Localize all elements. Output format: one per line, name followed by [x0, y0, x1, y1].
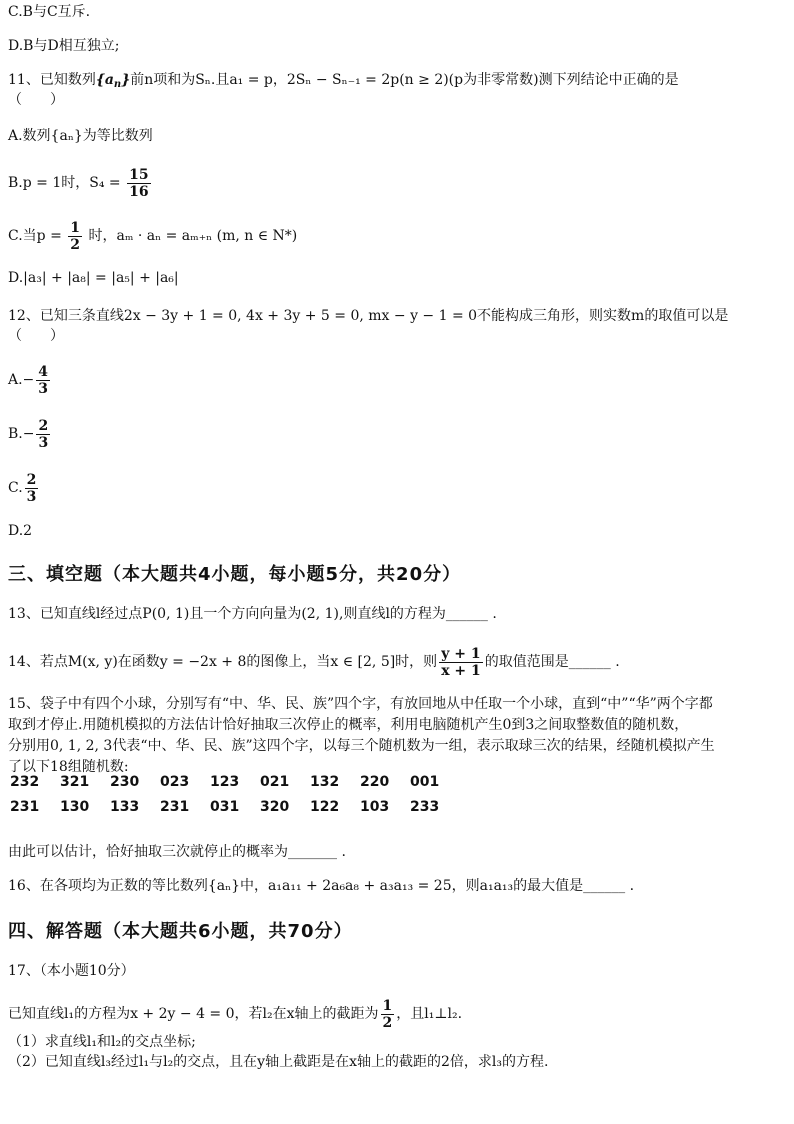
q11-paren: （ ） [8, 92, 64, 108]
random-number: 031 [210, 799, 240, 815]
random-number: 103 [360, 799, 390, 815]
random-number: 320 [260, 799, 290, 815]
random-number: 232 [10, 774, 40, 790]
q12-option-b-text: B.− [8, 426, 35, 442]
fraction [68, 220, 82, 253]
q11-seq: $\{a_n\}$ [95, 72, 131, 90]
numerator: 1 [70, 219, 81, 236]
denominator: 3 [38, 434, 49, 451]
q15-line-3: 分别用0, 1, 2, 3代表“中、华、民、族”这四个字，以每三个随机数为一组，表示取球三次的结果，经随机模拟产生 [8, 738, 715, 754]
q11-option-a: A.数列{aₙ}为等比数列 [8, 128, 153, 144]
random-numbers-row-1 [10, 774, 460, 790]
q11-stem-mid: 前n项和为Sₙ.且a₁ = p，2Sₙ − Sₙ₋₁ = 2p(n ≥ 2)(p为非零常数)测下列结论中正确的是 [130, 72, 679, 88]
q11-option-b-text: B.p = 1时，S₄ = [8, 175, 121, 191]
q12-option-a-text: A.− [8, 372, 35, 388]
fraction [127, 167, 150, 200]
random-number: 321 [60, 774, 90, 790]
random-number: 230 [110, 774, 140, 790]
fraction [25, 472, 39, 505]
q17-heading: 17、（本小题10分） [8, 963, 135, 979]
random-number: 130 [60, 799, 90, 815]
random-number: 001 [410, 774, 440, 790]
q11-option-d: D.|a₃| + |a₈| = |a₅| + |a₆| [8, 270, 179, 286]
numerator: 4 [38, 363, 49, 380]
q16: 16、在各项均为正数的等比数列{aₙ}中，a₁a₁₁ + 2a₆a₈ + a₃a₁₃ = 25，则a₁a₁₃的最大值是______ . [8, 878, 635, 894]
option-c-previous: C.B与C互斥. [8, 4, 91, 20]
q17-stem [8, 994, 784, 1034]
q17-part-1: （1）求直线l₁和l₂的交点坐标; [8, 1034, 196, 1050]
random-number: 122 [310, 799, 340, 815]
q15-line-2: 取到才停止.用随机模拟的方法估计恰好抽取三次停止的概率，利用电脑随机产生0到3之间取整数值的随机数， [8, 717, 689, 733]
q11-option-b [8, 165, 784, 201]
random-number: 220 [360, 774, 390, 790]
q14 [8, 642, 784, 682]
numerator: 2 [38, 417, 49, 434]
random-number: 023 [160, 774, 190, 790]
q12-option-b [8, 414, 784, 454]
denominator: 3 [26, 488, 37, 505]
fraction [381, 998, 395, 1031]
q17-stem-pre: 已知直线l₁的方程为x + 2y − 4 = 0，若l₂在x轴上的截距为 [8, 1006, 379, 1022]
q12-option-c-text: C. [8, 480, 23, 496]
fraction [36, 418, 50, 451]
random-number: 133 [110, 799, 140, 815]
q11-prefix: 11、已知数列 [8, 72, 96, 88]
denominator: 3 [38, 380, 49, 397]
q15-line-4: 了以下18组随机数: [8, 759, 129, 775]
numerator: 1 [382, 997, 393, 1014]
q15-line-1: 15、袋子中有四个小球，分别写有“中、华、民、族”四个字，有放回地从中任取一个小球，直到“中”“华”两个字都 [8, 696, 713, 712]
denominator: 16 [129, 183, 149, 200]
q11-option-c-pre: C.当p = [8, 228, 62, 244]
q13: 13、已知直线l经过点P(0, 1)且一个方向向量为(2, 1),则直线l的方程为______ . [8, 606, 497, 622]
random-number: 231 [160, 799, 190, 815]
option-d-previous: D.B与D相互独立; [8, 38, 120, 54]
section-three-heading: 三、填空题（本大题共4小题，每小题5分，共20分） [8, 564, 462, 585]
q17-stem-post: ，且l₁⊥l₂. [396, 1006, 463, 1022]
q11-option-c [8, 218, 784, 254]
q14-post: 的取值范围是______ . [484, 654, 620, 670]
random-number: 233 [410, 799, 440, 815]
denominator: 2 [70, 236, 81, 253]
random-number: 132 [310, 774, 340, 790]
section-four-heading: 四、解答题（本大题共6小题，共70分） [8, 921, 353, 942]
q12-option-d: D.2 [8, 523, 33, 539]
q15-tail: 由此可以估计，恰好抽取三次就停止的概率为_______ . [8, 844, 346, 860]
fraction [36, 364, 50, 397]
q17-part-2: （2）已知直线l₃经过l₁与l₂的交点，且在y轴上截距是在x轴上的截距的2倍，求l₃的方程. [8, 1054, 549, 1070]
q12-stem: 12、已知三条直线2x − 3y + 1 = 0, 4x + 3y + 5 = 0, mx − y − 1 = 0不能构成三角形，则实数m的取值可以是 [8, 308, 729, 324]
random-number: 123 [210, 774, 240, 790]
q12-option-c [8, 468, 784, 508]
random-number: 021 [260, 774, 290, 790]
numerator: y + 1 [441, 645, 481, 662]
denominator: 2 [382, 1014, 393, 1031]
q14-pre: 14、若点M(x, y)在函数y = −2x + 8的图像上，当x ∈ [2, 5]时，则 [8, 654, 438, 670]
denominator: x + 1 [441, 662, 481, 679]
numerator: 2 [26, 471, 37, 488]
fraction [439, 646, 483, 679]
q12-option-a [8, 360, 784, 400]
random-number: 231 [10, 799, 40, 815]
numerator: 15 [129, 166, 149, 183]
random-numbers-row-2 [10, 799, 460, 815]
q11-option-c-post: 时，aₘ · aₙ = aₘ₊ₙ (m, n ∈ N*) [88, 228, 298, 244]
q12-paren: （ ） [8, 328, 64, 344]
